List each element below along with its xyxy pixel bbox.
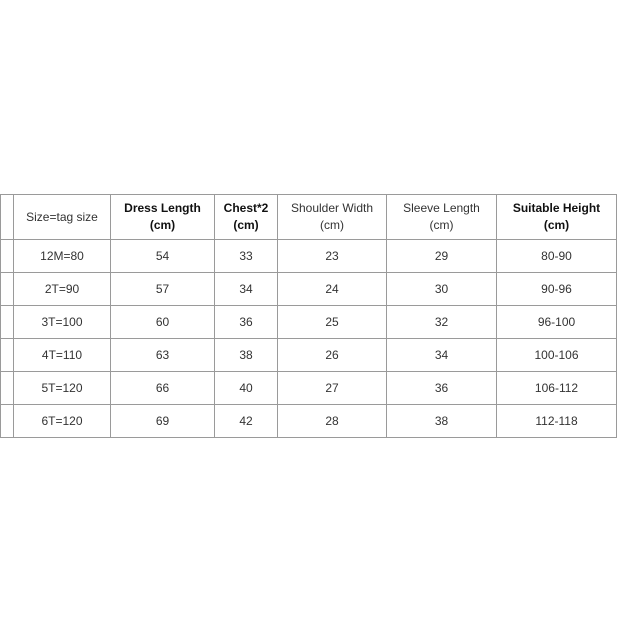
cell-suitable-height: 80-90	[497, 240, 617, 273]
table-row	[1, 372, 617, 405]
cell-shoulder-width: 27	[278, 372, 387, 405]
cell-sleeve-length: 29	[387, 240, 497, 273]
table-row	[1, 240, 617, 273]
row-stub	[1, 372, 14, 405]
header-size: Size=tag size	[14, 195, 111, 240]
cell-sleeve-length: 30	[387, 273, 497, 306]
cell-chest: 38	[215, 339, 278, 372]
cell-suitable-height: 90-96	[497, 273, 617, 306]
size-chart-table	[0, 194, 617, 438]
cell-shoulder-width: 24	[278, 273, 387, 306]
cell-dress-length: 60	[111, 306, 215, 339]
table-row	[1, 405, 617, 438]
header-chest: Chest*2 (cm)	[215, 195, 278, 240]
row-stub	[1, 339, 14, 372]
cell-chest: 34	[215, 273, 278, 306]
cell-suitable-height: 112-118	[497, 405, 617, 438]
cell-chest: 40	[215, 372, 278, 405]
header-shoulder-width: Shoulder Width (cm)	[278, 195, 387, 240]
cell-dress-length: 57	[111, 273, 215, 306]
cell-size: 6T=120	[14, 405, 111, 438]
cell-shoulder-width: 25	[278, 306, 387, 339]
cell-shoulder-width: 23	[278, 240, 387, 273]
cell-size: 5T=120	[14, 372, 111, 405]
cell-suitable-height: 106-112	[497, 372, 617, 405]
cell-chest: 33	[215, 240, 278, 273]
table-row	[1, 273, 617, 306]
cell-chest: 36	[215, 306, 278, 339]
cell-suitable-height: 100-106	[497, 339, 617, 372]
header-suitable-height: Suitable Height (cm)	[497, 195, 617, 240]
header-row	[1, 195, 617, 240]
row-stub	[1, 240, 14, 273]
table-row	[1, 339, 617, 372]
cell-sleeve-length: 38	[387, 405, 497, 438]
cell-sleeve-length: 34	[387, 339, 497, 372]
cell-dress-length: 69	[111, 405, 215, 438]
table-row	[1, 306, 617, 339]
cell-size: 2T=90	[14, 273, 111, 306]
cell-size: 12M=80	[14, 240, 111, 273]
cell-dress-length: 54	[111, 240, 215, 273]
cell-shoulder-width: 26	[278, 339, 387, 372]
cell-sleeve-length: 36	[387, 372, 497, 405]
cell-dress-length: 66	[111, 372, 215, 405]
header-dress-length: Dress Length (cm)	[111, 195, 215, 240]
cell-size: 4T=110	[14, 339, 111, 372]
row-stub	[1, 273, 14, 306]
header-sleeve-length: Sleeve Length (cm)	[387, 195, 497, 240]
row-stub	[1, 405, 14, 438]
row-stub	[1, 195, 14, 240]
row-stub	[1, 306, 14, 339]
cell-suitable-height: 96-100	[497, 306, 617, 339]
cell-sleeve-length: 32	[387, 306, 497, 339]
cell-size: 3T=100	[14, 306, 111, 339]
cell-chest: 42	[215, 405, 278, 438]
cell-dress-length: 63	[111, 339, 215, 372]
cell-shoulder-width: 28	[278, 405, 387, 438]
